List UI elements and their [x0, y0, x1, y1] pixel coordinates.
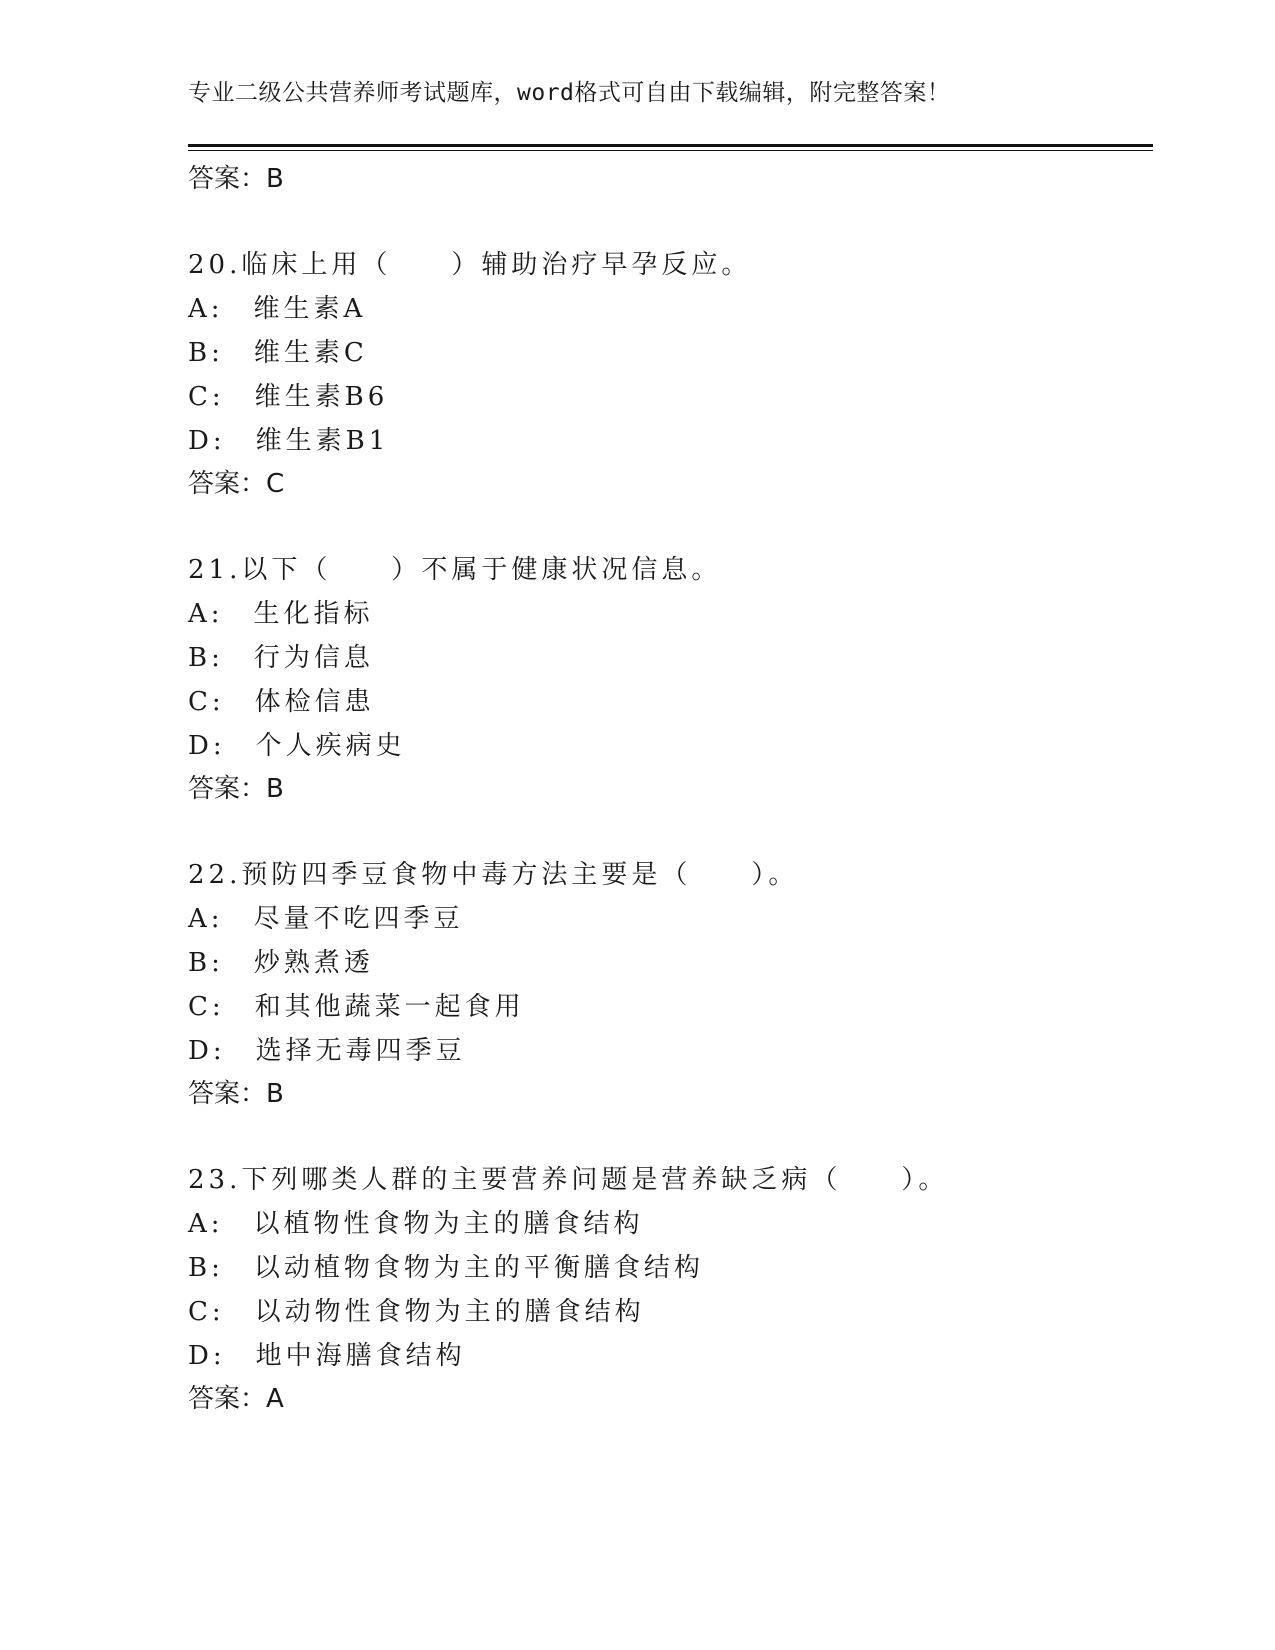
answer: 答案：C [188, 469, 285, 499]
option-d: D: 维生素B1 [188, 426, 390, 456]
answer: 答案：B [188, 1079, 284, 1109]
header-divider [188, 144, 1153, 147]
option-b: B: 行为信息 [188, 643, 374, 673]
option-a: A: 尽量不吃四季豆 [188, 904, 464, 934]
option-b: B: 炒熟煮透 [188, 948, 374, 978]
page-header: 专业二级公共营养师考试题库，word格式可自由下载编辑，附完整答案！ [188, 80, 951, 106]
option-a: A: 维生素A [188, 294, 367, 324]
option-a: A: 生化指标 [188, 599, 374, 629]
question-stem: 20.临床上用（ ）辅助治疗早孕反应。 [188, 250, 752, 280]
option-a: A: 以植物性食物为主的膳食结构 [188, 1209, 644, 1239]
option-d: D: 地中海膳食结构 [188, 1341, 466, 1371]
header-divider-thin [188, 150, 1153, 151]
option-d: D: 选择无毒四季豆 [188, 1036, 466, 1066]
question-stem: 23.下列哪类人群的主要营养问题是营养缺乏病（ ）。 [188, 1165, 949, 1195]
option-c: C: 维生素B6 [188, 382, 389, 412]
option-c: C: 体检信患 [188, 687, 375, 717]
option-c: C: 和其他蔬菜一起食用 [188, 992, 525, 1022]
option-b: B: 维生素C [188, 338, 368, 368]
answer: 答案：B [188, 774, 284, 804]
option-b: B: 以动植物食物为主的平衡膳食结构 [188, 1253, 704, 1283]
option-d: D: 个人疾病史 [188, 731, 406, 761]
question-stem: 22.预防四季豆食物中毒方法主要是（ ）。 [188, 860, 799, 890]
previous-answer: 答案：B [188, 164, 284, 194]
question-stem: 21.以下（ ）不属于健康状况信息。 [188, 555, 722, 585]
option-c: C: 以动物性食物为主的膳食结构 [188, 1297, 645, 1327]
answer: 答案：A [188, 1384, 284, 1414]
